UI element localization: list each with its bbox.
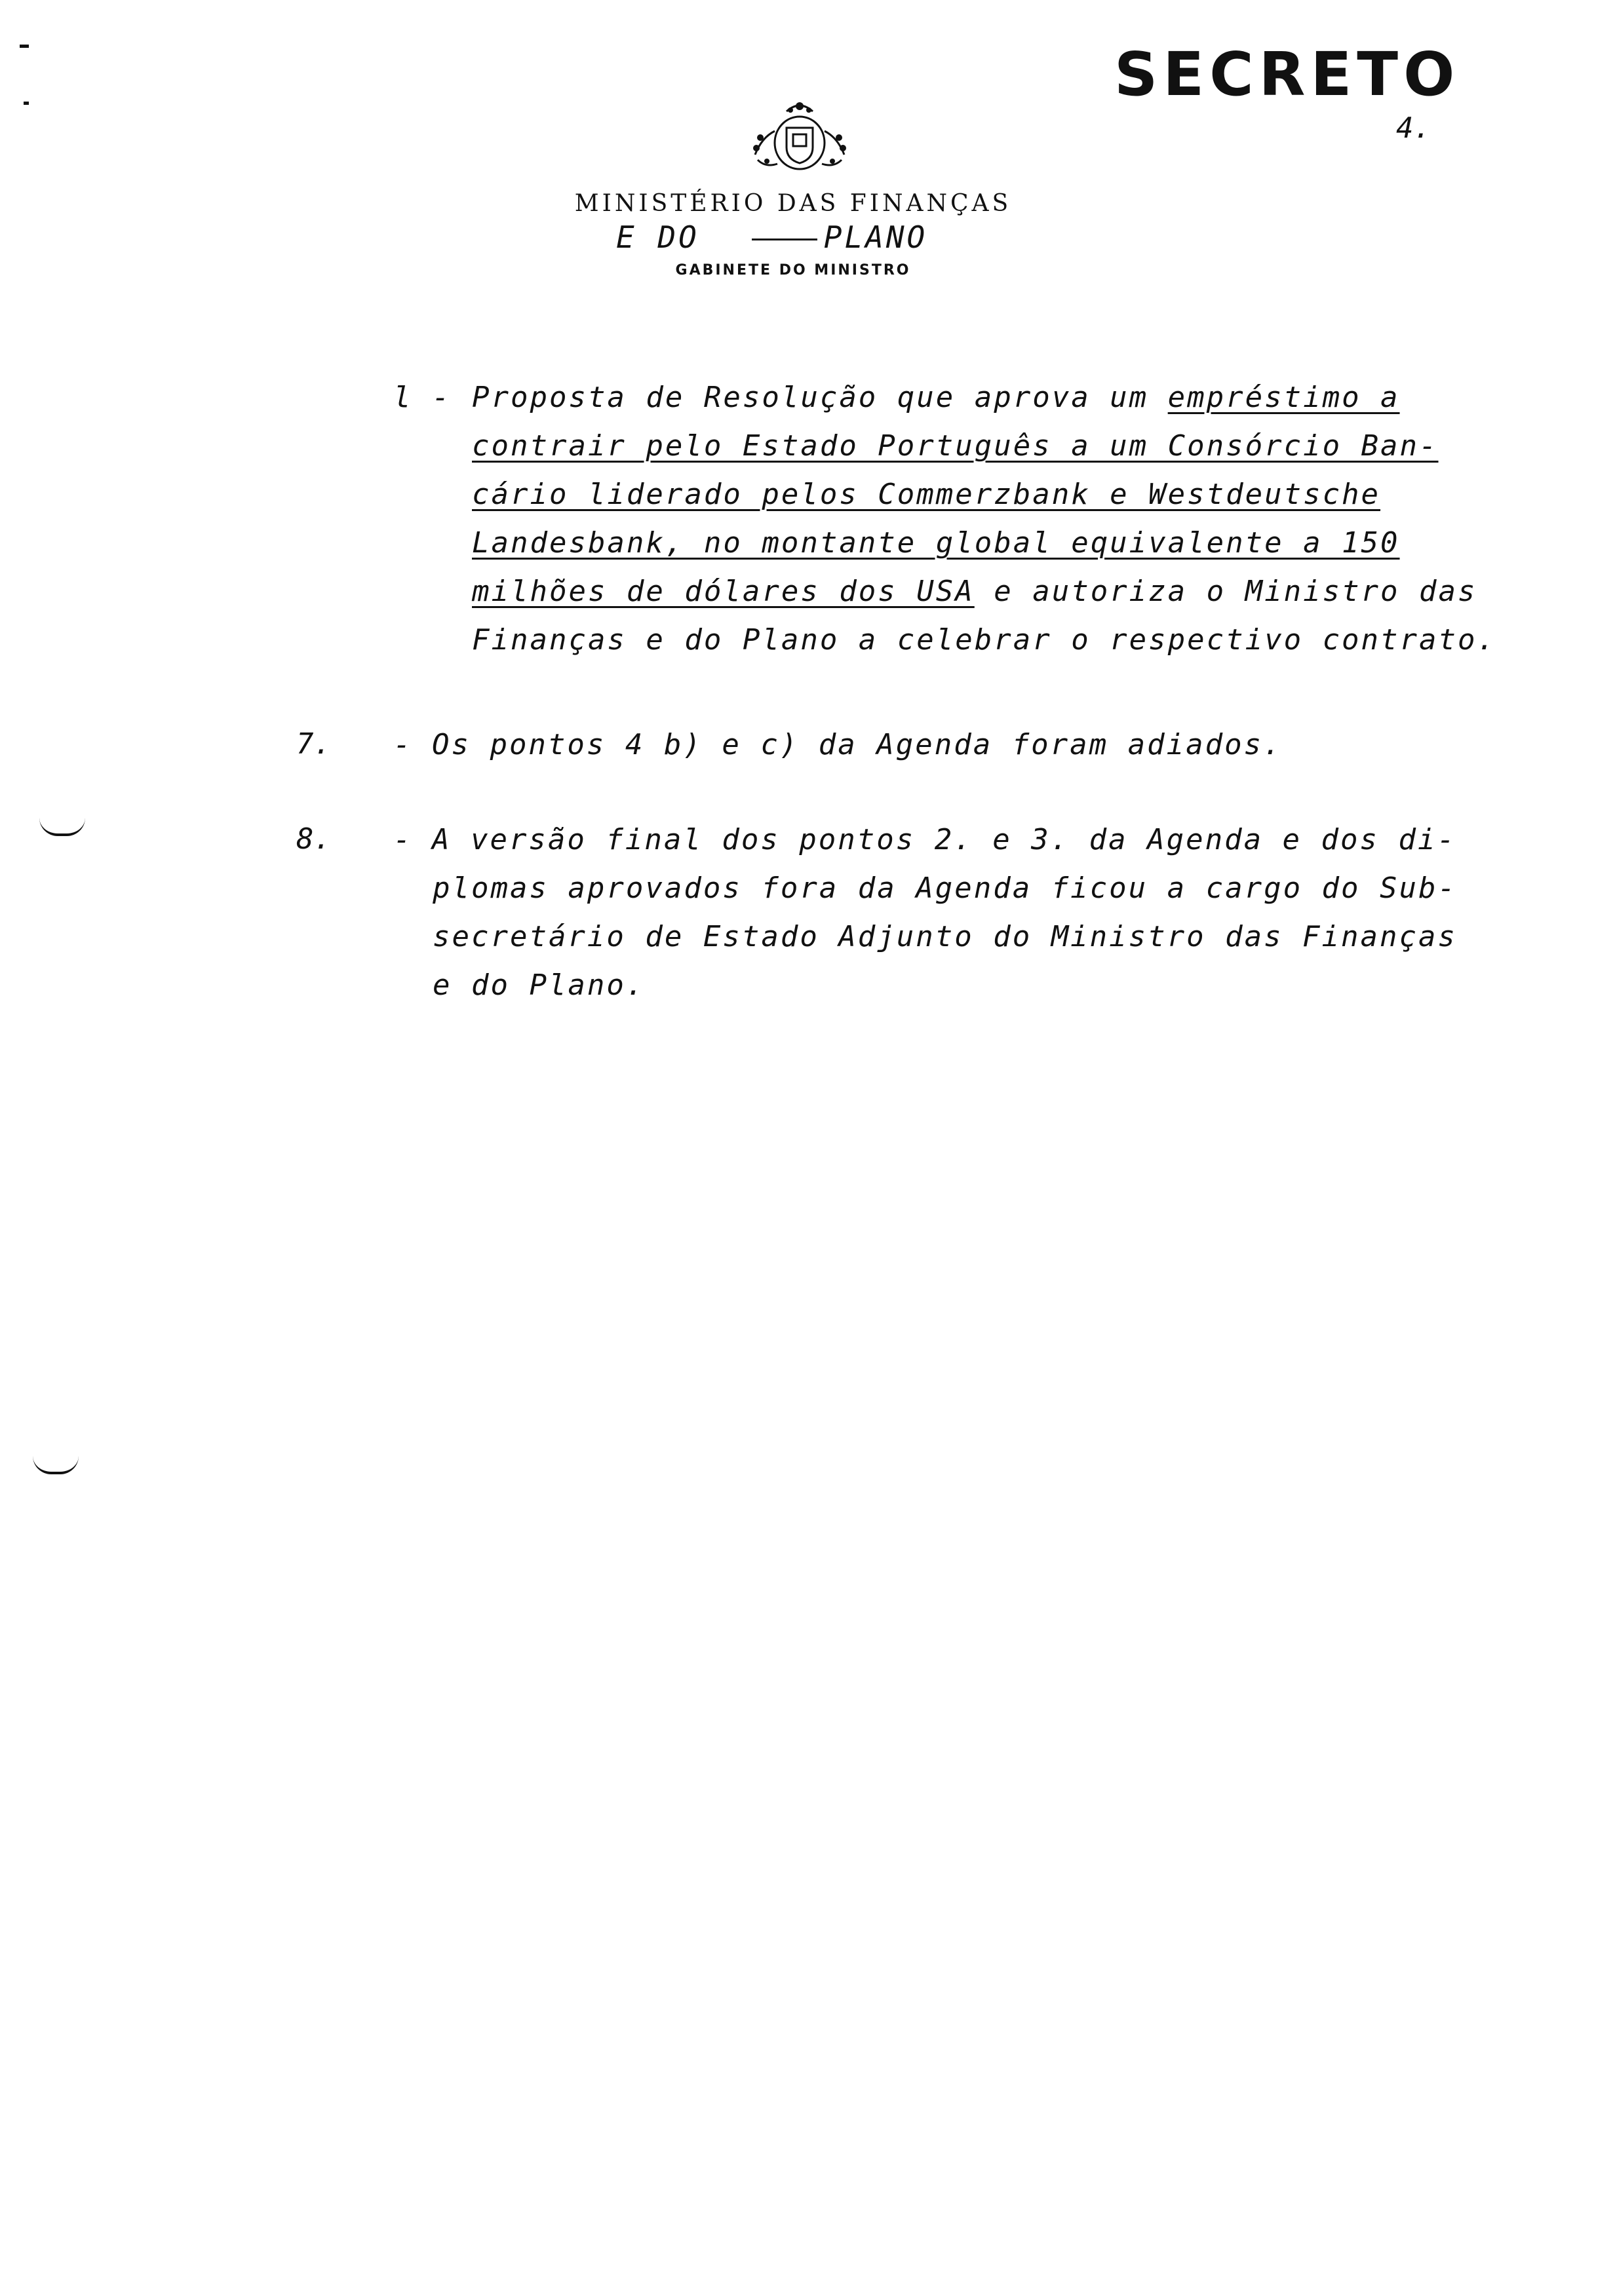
item-number-8: 8. [296,822,331,856]
body-line: milhões de dólares dos USA e autoriza o Ministro das [472,575,1477,608]
body-line: Finanças e do Plano a celebrar o respectivo contrato. [472,623,1496,657]
item-8-body [393,816,1457,1010]
cabinet-label: GABINETE DO MINISTRO [675,262,911,278]
body-line: Landesbank, no montante global equivalente a 150 [472,526,1400,560]
body-line: secretário de Estado Adjunto do Ministro das Finanças [433,920,1457,953]
page-number: 4. [1396,111,1431,145]
punch-mark [33,1456,79,1474]
ministry-subname-a: E DO [616,220,699,255]
coat-of-arms-icon [741,92,859,183]
punch-mark [39,818,85,836]
body-line: - A versão final dos pontos 2. e 3. da Agenda e dos di- [393,823,1456,856]
body-line: contrair pelo Estado Português a um Consórcio Ban- [472,429,1439,463]
item-7-text: - Os pontos 4 b) e c) da Agenda foram adiados. [393,728,1283,761]
ministry-name: MINISTÉRIO DAS FINANÇAS [574,190,1012,217]
ministry-subname-b: PLANO [823,220,928,255]
item-number-7: 7. [296,727,331,761]
body-line: plomas aprovados fora da Agenda ficou a cargo do Sub- [433,871,1457,905]
underlined-text: empréstimo a [1167,381,1400,414]
body-line: cário liderado pelos Commerzbank e Westdeutsche [472,478,1381,511]
margin-mark [20,45,29,48]
fill-line [752,239,817,240]
ministry-subname [616,220,927,255]
margin-mark [24,102,29,105]
underlined-text: milhões de dólares dos USA [472,575,975,608]
item-marker: l - [393,381,452,414]
classification-stamp: SECRETO [1114,39,1460,109]
body-line: e do Plano. [433,968,646,1002]
body-line: Proposta de Resolução que aprova um empréstimo a [472,381,1400,414]
item-continued-body [472,373,1496,664]
